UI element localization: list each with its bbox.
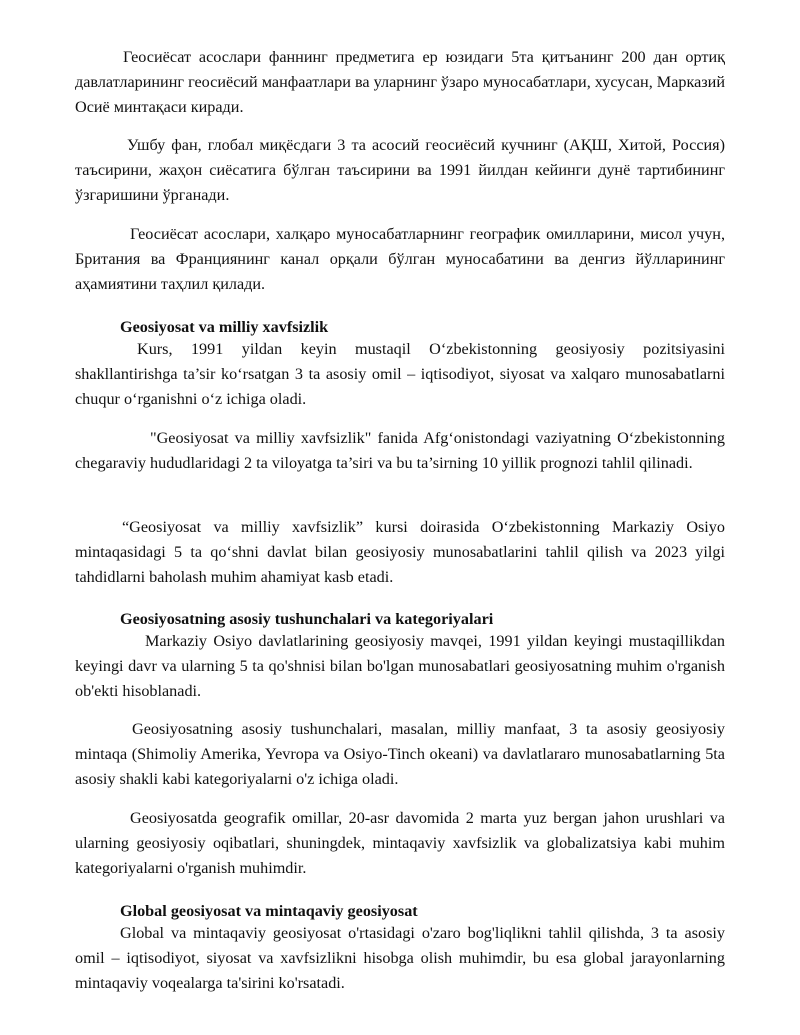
paragraph-basic-concepts-1: Markaziy Osiyo davlatlarining geosiyosiy mavqei, 1991 yildan keyingi mustaqillikdan keyingi davr va ularning 5 ta qo'shnisi bilan bo'lgan munosabatlari geosiyosatning muhim o'rganish ob'ekti hisoblanadi. xyxy=(75,632,725,700)
paragraph-cyrillic-1: Геосиёсат асослари фаннинг предметига ер юзидаги 5та қитъанинг 200 дан ортиқ давлатларининг геосиёсий манфаатлари ва уларнинг ўзаро муносабатлари, хусусан, Марказий Осиё минтақаси киради. xyxy=(75,48,725,116)
paragraph-global-regional-1: Global va mintaqaviy geosiyosat o'rtasidagi o'zaro bog'liqlikni tahlil qilishda, 3 ta asosiy omil – iqtisodiyot, siyosat va xavfsizlikni hisobga olish muhimdir, bu esa global jarayonlarning mintaqaviy voqealarga ta'sirini ko'rsatadi. xyxy=(75,924,725,992)
paragraph-basic-concepts-2: Geosiyosatning asosiy tushunchalari, masalan, milliy manfaat, 3 ta asosiy geosiyosiy mintaqa (Shimoliy Amerika, Yevropa va Osiyo-Tinch okeani) va davlatlararo munosabatlarning 5ta asosiy shakli kabi kategoriyalarni o'z ichiga oladi. xyxy=(75,720,725,788)
paragraph-basic-concepts-3: Geosiyosatda geografik omillar, 20-asr davomida 2 marta yuz bergan jahon urushlari va ularning geosiyosiy oqibatlari, shuningdek, mintaqaviy xavfsizlik va globalizatsiya kabi muhim kategoriyalarni o'rganish muhimdir. xyxy=(75,809,725,877)
section-heading-basic-concepts: Geosiyosatning asosiy tushunchalari va kategoriyalari xyxy=(120,610,494,628)
paragraph-cyrillic-2: Ушбу фан, глобал миқёсдаги 3 та асосий геосиёсий кучнинг (АҚШ, Хитой, Россия) таъсирини, жаҳон сиёсатига бўлган таъсирини ва 1991 йилдан кейинги дунё тартибининг ўзгаришини ўрганади. xyxy=(75,136,725,204)
section-heading-global-regional: Global geosiyosat va mintaqaviy geosiyosat xyxy=(120,902,418,920)
paragraph-cyrillic-3: Геосиёсат асослари, халқаро муносабатларнинг географик омилларини, мисол учун, Британия ва Франциянинг канал орқали бўлган муносабатини ва денгиз йўлларининг аҳамиятини таҳлил қилади. xyxy=(75,225,725,293)
paragraph-national-security-3: “Geosiyosat va milliy xavfsizlik” kursi doirasida O‘zbekistonning Markaziy Osiyo mintaqasidagi 5 ta qo‘shni davlat bilan geosiyosiy munosabatlarini tahlil qilish va 2023 yilgi tahdidlarni baholash muhim ahamiyat kasb etadi. xyxy=(75,518,725,586)
paragraph-national-security-1: Kurs, 1991 yildan keyin mustaqil O‘zbekistonning geosiyosiy pozitsiyasini shakllantirishga ta’sir ko‘rsatgan 3 ta asosiy omil – iqtisodiyot, siyosat va xalqaro munosabatlarni chuqur o‘rganishni o‘z ichiga oladi. xyxy=(75,340,725,408)
section-heading-national-security: Geosiyosat va milliy xavfsizlik xyxy=(120,318,329,336)
paragraph-national-security-2: "Geosiyosat va milliy xavfsizlik" fanida Afg‘onistondagi vaziyatning O‘zbekistonning chegaraviy hududlaridagi 2 ta viloyatga ta’siri va bu ta’sirning 10 yillik prognozi tahlil qilinadi. xyxy=(75,429,725,472)
